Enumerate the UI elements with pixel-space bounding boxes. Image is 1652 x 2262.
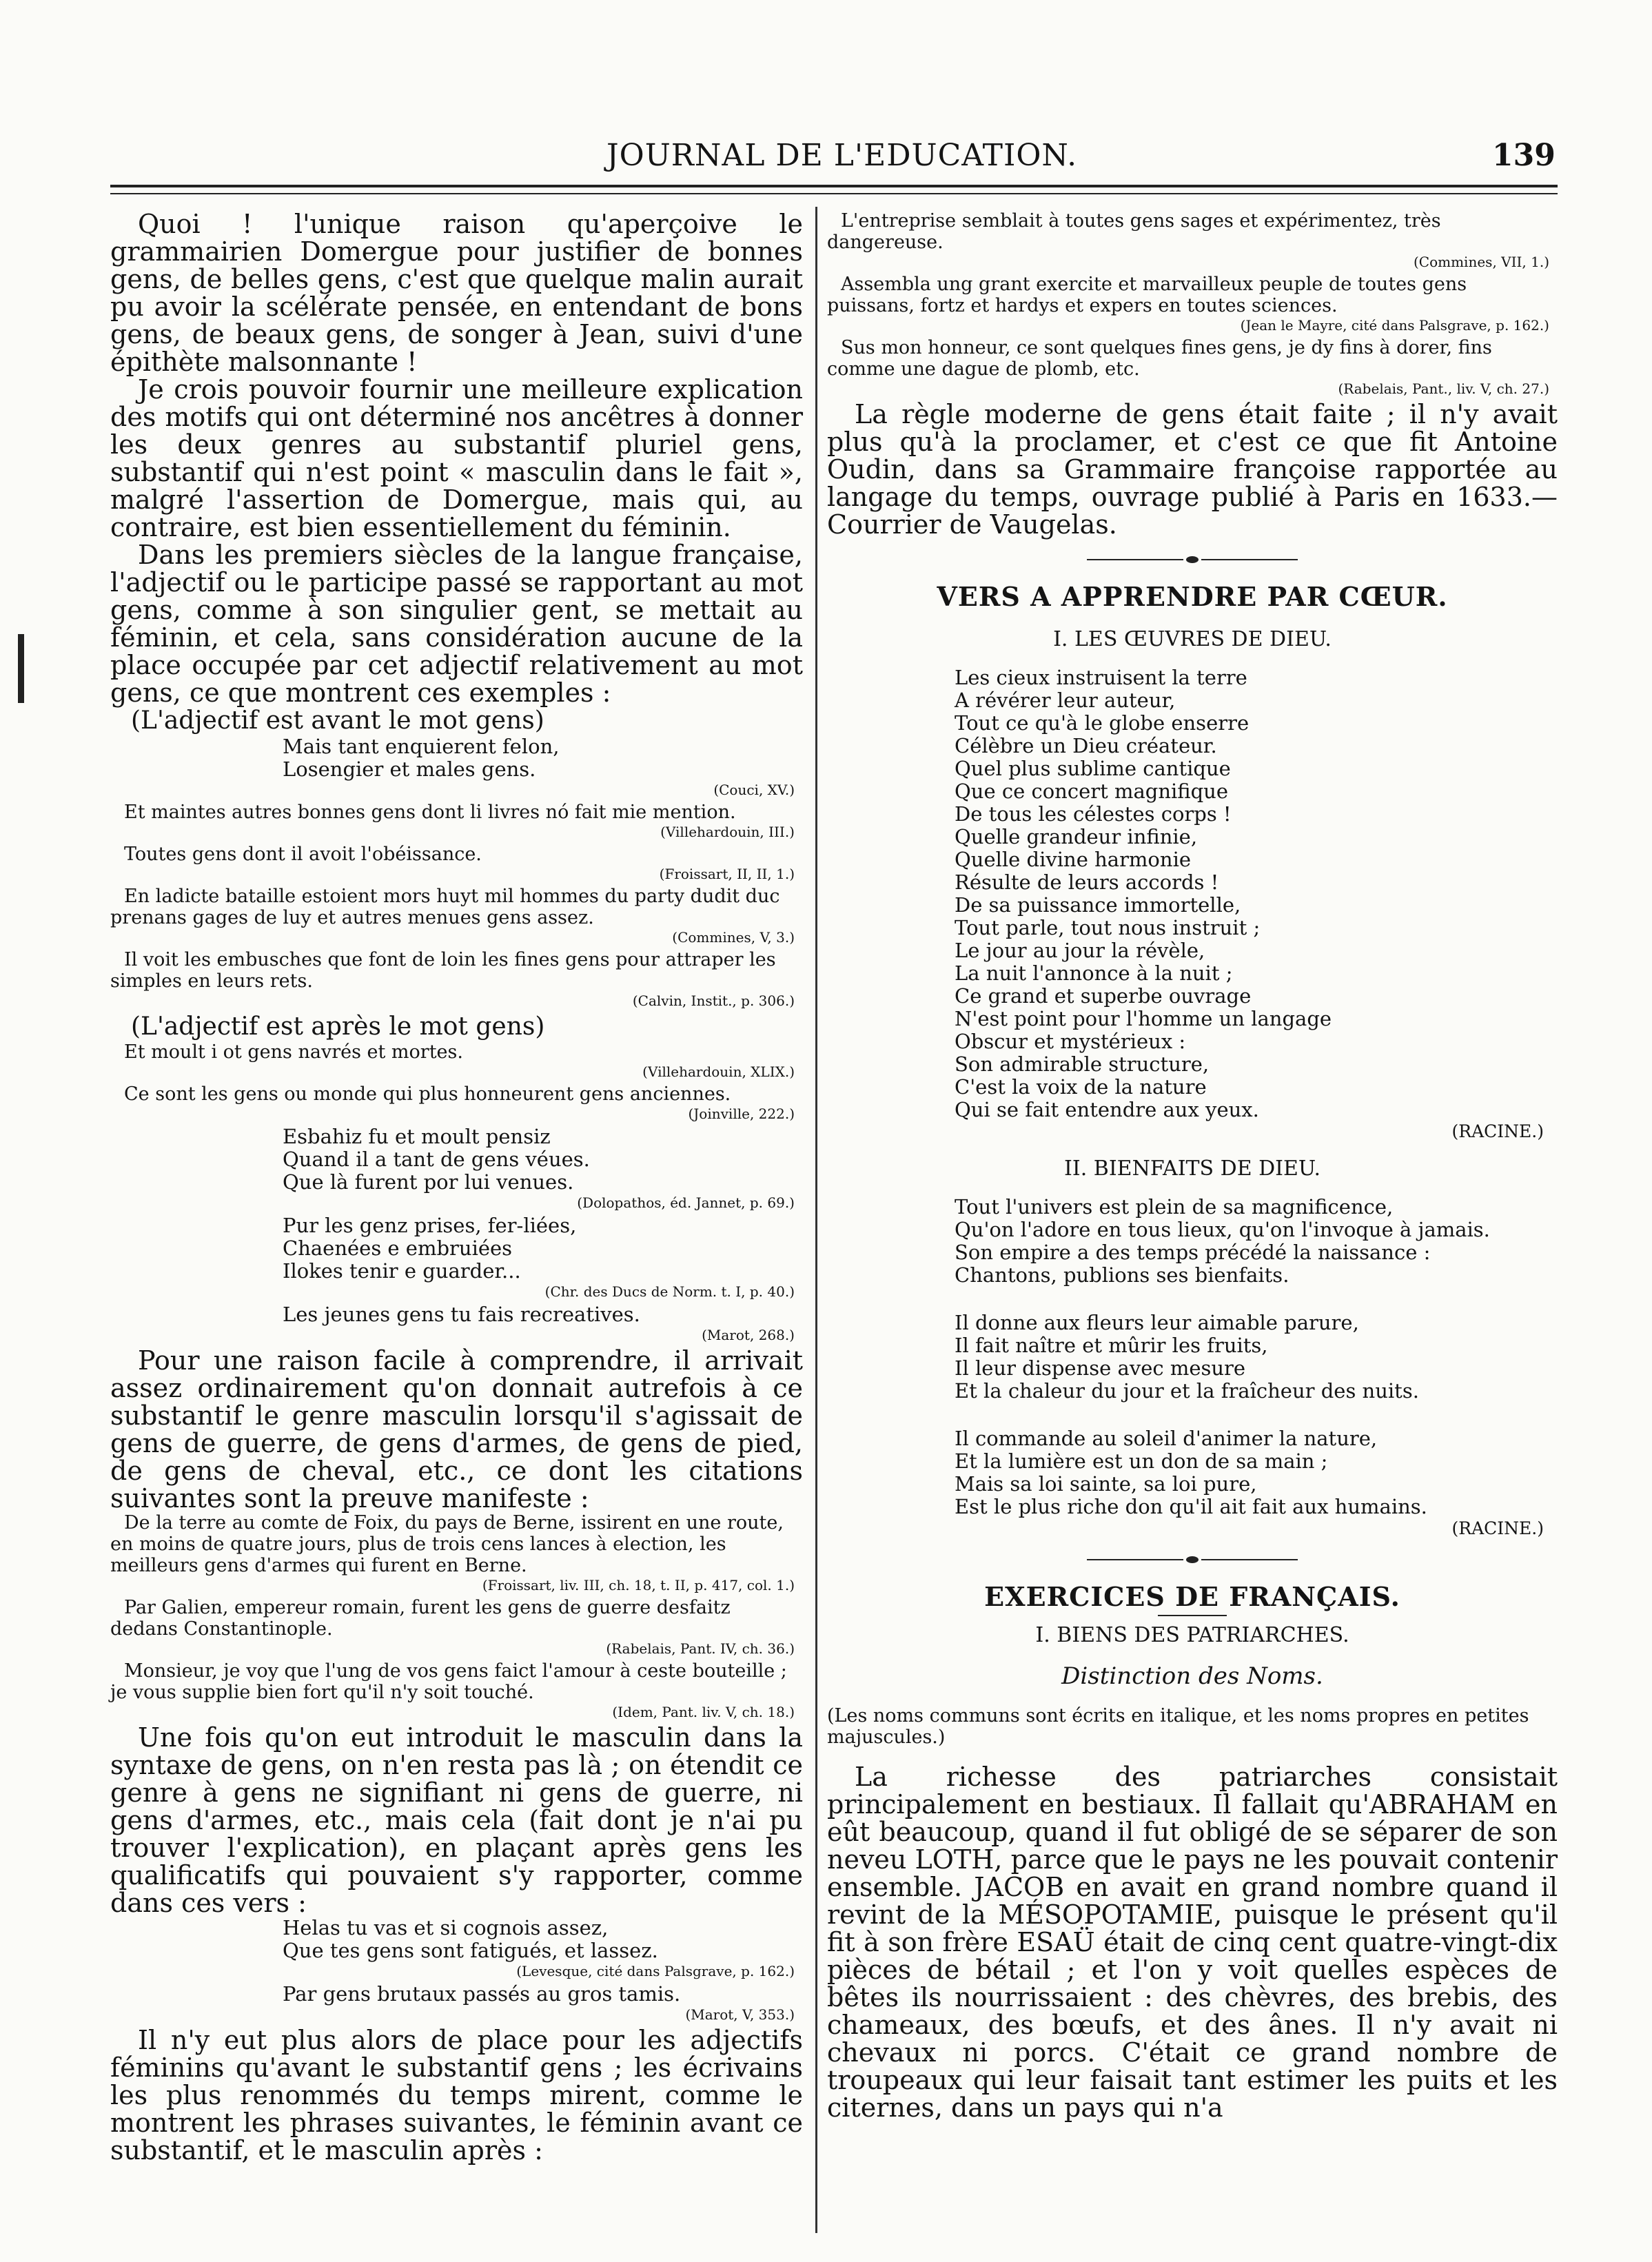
exercise-subtitle: Distinction des Noms. bbox=[1061, 1662, 1323, 1690]
header-rule-thin bbox=[110, 193, 1558, 194]
citation: (Froissart, II, II, 1.) bbox=[659, 866, 795, 882]
verse-line: Ce grand et superbe ouvrage bbox=[955, 984, 1252, 1008]
verse-line: A révérer leur auteur, bbox=[955, 689, 1176, 712]
verse-line: Chaenées e embruiées bbox=[283, 1236, 513, 1260]
verse-line: De tous les célestes corps ! bbox=[955, 802, 1232, 826]
page-number: 139 bbox=[1492, 138, 1556, 173]
column-divider bbox=[815, 207, 817, 2233]
ornament-divider bbox=[827, 549, 1558, 570]
citation: (Commines, V, 3.) bbox=[672, 929, 795, 946]
verse-line: Et la chaleur du jour et la fraîcheur des nuits. bbox=[955, 1379, 1419, 1403]
exercise-note: (Les noms communs sont écrits en italique, et les noms propres en petites majuscules.) bbox=[827, 1705, 1529, 1748]
verse-line: Obscur et mystérieux : bbox=[955, 1030, 1186, 1053]
verse-line: C'est la voix de la nature bbox=[955, 1075, 1207, 1099]
verse-line: Quel plus sublime cantique bbox=[955, 757, 1231, 780]
verse-line: Est le plus riche don qu'il ait fait aux humains. bbox=[955, 1495, 1427, 1518]
verse-line: Qui se fait entendre aux yeux. bbox=[955, 1098, 1259, 1121]
verse-line: Esbahiz fu et moult pensiz bbox=[283, 1125, 551, 1148]
quotation: En ladicte bataille estoient mors huyt mil hommes du party dudit duc prenans gages de luy et autres menues gens assez. bbox=[110, 886, 780, 928]
running-title: JOURNAL DE L'EDUCATION. bbox=[606, 138, 1078, 173]
citation: (Calvin, Instit., p. 306.) bbox=[632, 992, 795, 1009]
citation: (Froissart, liv. III, ch. 18, t. II, p. 417, col. 1.) bbox=[482, 1577, 795, 1593]
quotation: Par Galien, empereur romain, furent les gens de guerre desfaitz dedans Constantinople. bbox=[110, 1597, 731, 1640]
verse-line: Que ce concert magnifique bbox=[955, 780, 1229, 803]
verse-line: Quelle grandeur infinie, bbox=[955, 825, 1198, 848]
verse-line: Par gens brutaux passés au gros tamis. bbox=[283, 1982, 681, 2006]
verse-line: Pur les genz prises, fer-liées, bbox=[283, 1214, 577, 1237]
verse-line: Célèbre un Dieu créateur. bbox=[955, 734, 1217, 757]
citation: (Commines, VII, 1.) bbox=[1413, 254, 1549, 270]
poem-title: I. LES ŒUVRES DE DIEU. bbox=[1053, 627, 1332, 651]
quotation: Toutes gens dont il avoit l'obéissance. bbox=[124, 844, 482, 865]
verse-line: Tout l'univers est plein de sa magnificence, bbox=[955, 1195, 1394, 1219]
citation: (Marot, 268.) bbox=[702, 1327, 795, 1343]
citation: (Idem, Pant. liv. V, ch. 18.) bbox=[612, 1704, 795, 1720]
verse-line: Tout parle, tout nous instruit ; bbox=[955, 916, 1261, 939]
verse-line: De sa puissance immortelle, bbox=[955, 893, 1241, 917]
quotation: Assembla ung grant exercite et marvailleux peuple de toutes gens puissans, fortz et hardys et expers en toutes sciences. bbox=[827, 274, 1467, 316]
quotation: L'entreprise semblait à toutes gens sages et expérimentez, très dangereuse. bbox=[827, 210, 1441, 253]
verse-line: N'est point pour l'homme un langage bbox=[955, 1007, 1332, 1030]
quotation: Sus mon honneur, ce sont quelques fines gens, je dy fins à dorer, fins comme une dague de plomb, etc. bbox=[827, 337, 1492, 380]
verse-line: Il commande au soleil d'animer la nature, bbox=[955, 1427, 1378, 1450]
poem-author: (RACINE.) bbox=[1451, 1121, 1544, 1141]
verse-line: Quelle divine harmonie bbox=[955, 848, 1192, 871]
quotation: Monsieur, je voy que l'ung de vos gens faict l'amour à ceste bouteille ; je vous supplie bien fort qu'il n'y soit touché. bbox=[110, 1660, 787, 1703]
poem-author: (RACINE.) bbox=[1451, 1518, 1544, 1538]
verse-line: Le jour au jour la révèle, bbox=[955, 939, 1205, 962]
verse-line: Quand il a tant de gens véues. bbox=[283, 1148, 590, 1171]
verse-line: Que tes gens sont fatigués, et lassez. bbox=[283, 1939, 658, 1962]
margin-mark bbox=[18, 634, 24, 703]
paragraph: Pour une raison facile à comprendre, il arrivait assez ordinairement qu'on donnait autrefois à ce substantif le genre masculin lorsqu'il s'agissait de gens de guerre, de gens d'armes, de gens de pied, de gens de cheval, etc., ce dont les citations suivantes sont la preuve manifeste : bbox=[110, 1345, 803, 1514]
section-title: VERS A APPRENDRE PAR CŒUR. bbox=[937, 581, 1448, 612]
citation: (Marot, V, 353.) bbox=[685, 2006, 795, 2023]
verse-line: Il fait naître et mûrir les fruits, bbox=[955, 1334, 1268, 1357]
poem-title: II. BIENFAITS DE DIEU. bbox=[1064, 1157, 1320, 1181]
citation: (Rabelais, Pant. IV, ch. 36.) bbox=[606, 1640, 795, 1657]
verse-line: Les cieux instruisent la terre bbox=[955, 666, 1247, 689]
paragraph: Une fois qu'on eut introduit le masculin dans la syntaxe de gens, on n'en resta pas là ; on étendit ce genre à gens ne signifiant ni gens de guerre, ni gens d'armes, etc., mais cela (fait dont je n'ai pu trouver l'explication), en plaçant après gens les qualificatifs qui pouvaient s'y rapporter, comme dans ces vers : bbox=[110, 1722, 803, 1918]
right-column bbox=[827, 210, 1558, 2121]
quotation: Il voit les embusches que font de loin les fines gens pour attraper les simples en leurs rets. bbox=[110, 949, 776, 992]
paragraph: Dans les premiers siècles de la langue française, l'adjectif ou le participe passé se rapportant au mot gens, comme à son singulier gent, se mettait au féminin, et cela, sans considération aucune de la place occupée par cet adjectif relativement au mot gens, ce que montrent ces exemples : bbox=[110, 540, 803, 708]
exercise-title: I. BIENS DES PATRIARCHES. bbox=[1035, 1623, 1349, 1647]
quotation: Ce sont les gens ou monde qui plus honneurent gens anciennes. bbox=[124, 1083, 731, 1105]
section-subheading: (L'adjectif est avant le mot gens) bbox=[131, 706, 544, 735]
verse-line: Son empire a des temps précédé la naissance : bbox=[955, 1241, 1431, 1264]
ornament-divider bbox=[827, 1549, 1558, 1570]
verse-line: Helas tu vas et si cognois assez, bbox=[283, 1916, 609, 1939]
section-title: EXERCICES DE FRANÇAIS. bbox=[984, 1581, 1400, 1612]
verse-line: Son admirable structure, bbox=[955, 1052, 1210, 1076]
citation: (Jean le Mayre, cité dans Palsgrave, p. 162.) bbox=[1240, 317, 1549, 334]
verse-line: Les jeunes gens tu fais recreatives. bbox=[283, 1303, 640, 1326]
verse-line: Et la lumière est un don de sa main ; bbox=[955, 1449, 1328, 1473]
paragraph: Il n'y eut plus alors de place pour les adjectifs féminins qu'avant le substantif gens ; les écrivains les plus renommés du temps mirent, comme le montrent les phrases suivantes, le féminin avant ce substantif, et le masculin après : bbox=[110, 2025, 803, 2166]
citation: (Villehardouin, III.) bbox=[660, 824, 795, 840]
citation: (Couci, XV.) bbox=[713, 782, 795, 798]
citation: (Rabelais, Pant., liv. V, ch. 27.) bbox=[1338, 380, 1549, 397]
quotation: Et moult i ot gens navrés et mortes. bbox=[124, 1041, 463, 1063]
paragraph: Quoi ! l'unique raison qu'aperçoive le grammairien Domergue pour justifier de bonnes gens, de belles gens, c'est que quelque malin aurait pu avoir la scélérate pensée, en entendant de bons gens, de beaux gens, de songer à Jean, suivi d'une épithète malsonnante ! bbox=[110, 209, 803, 377]
verse-line: Mais tant enquierent felon, bbox=[283, 735, 560, 758]
citation: (Joinville, 222.) bbox=[688, 1105, 795, 1122]
verse-line: Que là furent por lui venues. bbox=[283, 1170, 574, 1194]
exercise-text: La richesse des patriarches consistait principalement en bestiaux. Il fallait qu'ABRAHAM en eût beaucoup, quand il fut obligé de se séparer de son neveu LOTH, parce que le pays ne les pouvait contenir ensemble. JACOB en avait en grand nombre quand il revint de la MÉSOPOTAMIE, puisque le présent qu'il fit à son frère ESAÜ était de cinq cent quatre-vingt-dix pièces de bétail ; et l'on y voit quelles espèces de bêtes ils nourrissaient : des chèvres, des brebis, des chameaux, des bœufs, et des ânes. Il n'y avait ni chevaux ni porcs. C'était ce grand nombre de troupeaux qui leur faisait tant estimer les puits et les citernes, dans un pays qui n'a bbox=[827, 1762, 1558, 2123]
citation: (Villehardouin, XLIX.) bbox=[642, 1063, 795, 1080]
left-column bbox=[110, 210, 803, 2164]
verse-line: Losengier et males gens. bbox=[283, 757, 536, 781]
citation: (Chr. des Ducs de Norm. t. I, p. 40.) bbox=[544, 1283, 795, 1300]
verse-line: Ilokes tenir e guarder... bbox=[283, 1259, 521, 1283]
verse-line: Résulte de leurs accords ! bbox=[955, 870, 1219, 894]
verse-line: Tout ce qu'à le globe enserre bbox=[955, 711, 1250, 735]
verse-line: Il leur dispense avec mesure bbox=[955, 1356, 1246, 1380]
verse-line: Mais sa loi sainte, sa loi pure, bbox=[955, 1472, 1257, 1496]
paragraph: La règle moderne de gens était faite ; il n'y avait plus qu'à la proclamer, et c'est ce que fit Antoine Oudin, dans sa Grammaire françoise rapportée au langage du temps, ouvrage publié à Paris en 1633.—Courrier de Vaugelas. bbox=[827, 399, 1558, 540]
header-rule-thick bbox=[110, 185, 1558, 187]
verse-line: Qu'on l'adore en tous lieux, qu'on l'invoque à jamais. bbox=[955, 1218, 1490, 1241]
quotation: Et maintes autres bonnes gens dont li livres nó fait mie mention. bbox=[124, 802, 736, 823]
paragraph: Je crois pouvoir fournir une meilleure explication des motifs qui ont déterminé nos ancêtres à donner les deux genres au substantif pluriel gens, substantif qui n'est point « masculin dans le fait », malgré l'assertion de Domergue, mais qui, au contraire, est bien essentiellement du féminin. bbox=[110, 374, 803, 542]
quotation: De la terre au comte de Foix, du pays de Berne, issirent en une route, en moins de quatre jours, plus de trois cens lances à election, les meilleurs gens d'armes qui furent en Berne. bbox=[110, 1512, 784, 1576]
section-subheading: (L'adjectif est après le mot gens) bbox=[131, 1012, 545, 1041]
citation: (Levesque, cité dans Palsgrave, p. 162.) bbox=[516, 1963, 795, 1979]
verse-line: Chantons, publions ses bienfaits. bbox=[955, 1263, 1289, 1287]
short-rule bbox=[1158, 1615, 1227, 1616]
verse-line: La nuit l'annonce à la nuit ; bbox=[955, 961, 1233, 985]
citation: (Dolopathos, éd. Jannet, p. 69.) bbox=[577, 1194, 795, 1211]
verse-line: Il donne aux fleurs leur aimable parure, bbox=[955, 1311, 1359, 1334]
